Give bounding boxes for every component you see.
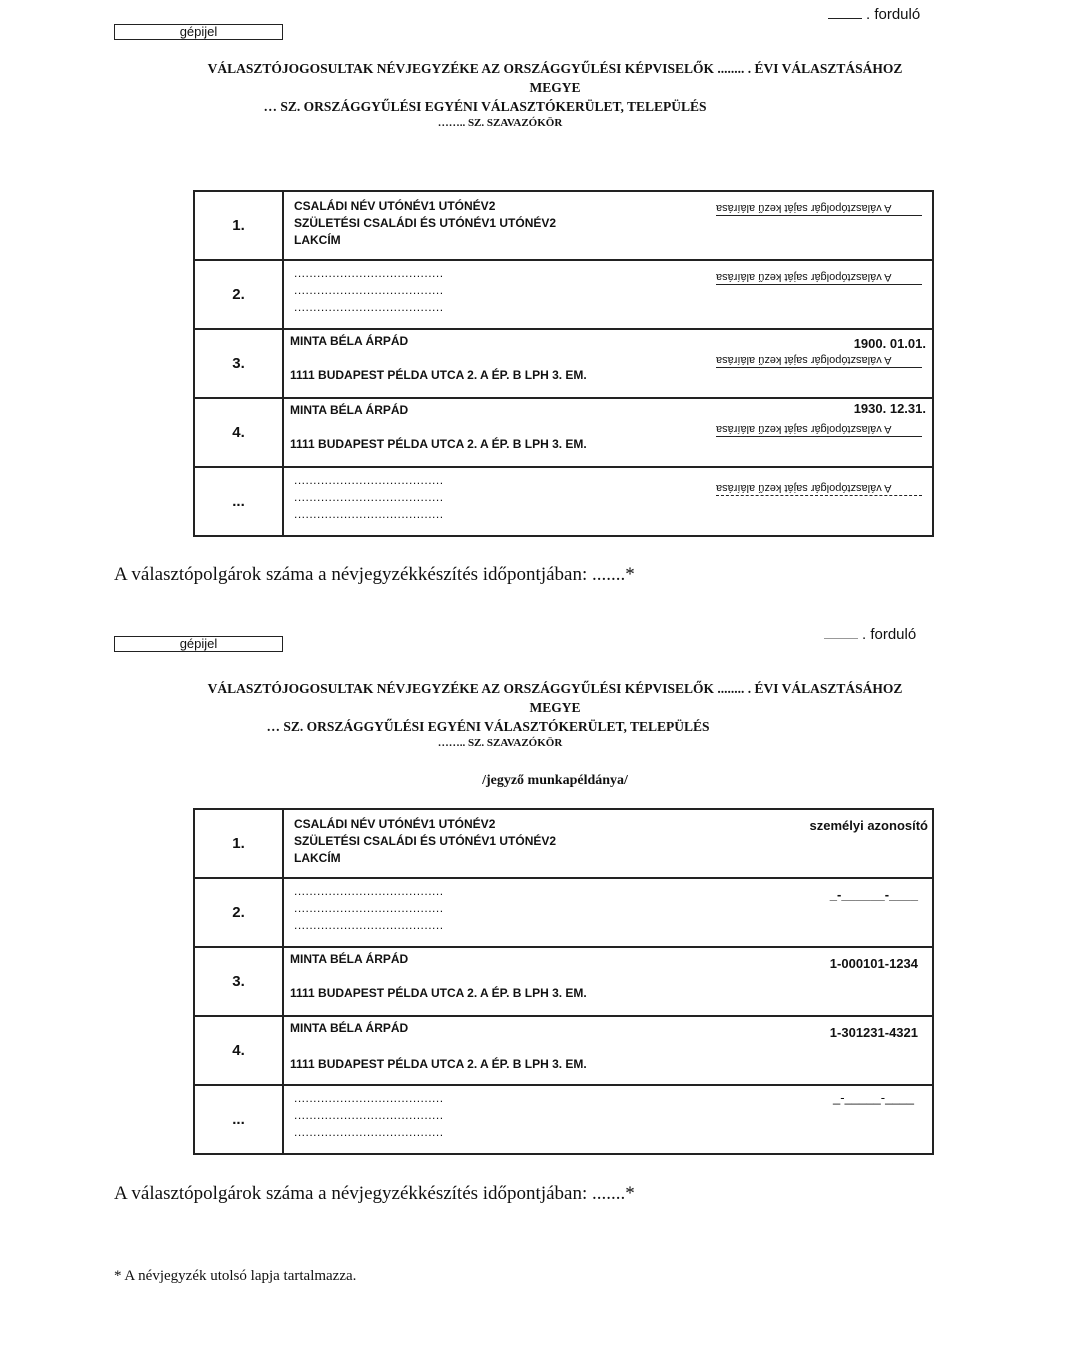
heading-line-3: … SZ. ORSZÁGGYŰLÉSI EGYÉNI VÁLASZTÓKERÜLET, TELEPÜLÉS — [263, 99, 707, 114]
dotted-line: ....................................... — [294, 1091, 444, 1105]
row-number: 2. — [194, 260, 283, 329]
heading-line-2: MEGYE — [529, 80, 581, 95]
row-number: 1. — [194, 191, 283, 260]
blank-entry — [294, 1090, 444, 1141]
dotted-line: ....................................... — [294, 300, 444, 314]
voter-name: MINTA BÉLA ÁRPÁD — [290, 1021, 409, 1035]
stamp-box — [114, 636, 283, 652]
table-row — [194, 398, 933, 467]
dotted-line: ....................................... — [294, 283, 444, 297]
header-name: CSALÁDI NÉV UTÓNÉV1 UTÓNÉV2 — [294, 199, 496, 213]
voter-count-line: A választópolgárok száma a névjegyzékkészítés időpontjában: .......* — [114, 564, 635, 585]
dotted-line: ....................................... — [294, 490, 444, 504]
table-row — [194, 878, 933, 947]
row-number: 4. — [194, 1016, 283, 1085]
heading-line-1: VÁLASZTÓJOGOSULTAK NÉVJEGYZÉKE AZ ORSZÁGGYŰLÉSI KÉPVISELŐK ........ . ÉVI VÁLASZTÁSÁHOZ — [207, 681, 903, 696]
heading-line-1: VÁLASZTÓJOGOSULTAK NÉVJEGYZÉKE AZ ORSZÁGGYŰLÉSI KÉPVISELŐK ........ . ÉVI VÁLASZTÁSÁHOZ — [207, 61, 903, 76]
row-number: 1. — [194, 809, 283, 878]
header-name: CSALÁDI NÉV UTÓNÉV1 UTÓNÉV2 — [294, 817, 496, 831]
dotted-line: ....................................... — [294, 918, 444, 932]
birth-date: 1900. 01.01. — [853, 336, 926, 351]
header-birth-name: SZÜLETÉSI CSALÁDI ÉS UTÓNÉV1 UTÓNÉV2 — [294, 216, 557, 230]
voter-address: 1111 BUDAPEST PÉLDA UTCA 2. A ÉP. B LPH 3. EM. — [290, 368, 587, 382]
table-row — [194, 1085, 933, 1154]
round-label — [824, 626, 916, 643]
dotted-line: ....................................... — [294, 901, 444, 915]
copy-subtitle: /jegyző munkapéldánya/ — [482, 773, 628, 788]
row-number: ... — [194, 467, 283, 536]
table-row — [194, 191, 933, 260]
table-row — [194, 260, 933, 329]
dotted-line: ....................................... — [294, 507, 444, 521]
voter-register-table-notary-copy — [193, 808, 934, 1155]
footnote: * A névjegyzék utolsó lapja tartalmazza. — [114, 1268, 357, 1284]
dotted-line: ....................................... — [294, 473, 444, 487]
row-number: 3. — [194, 329, 283, 398]
heading-line-4: …….. SZ. SZAVAZÓKÖR — [437, 737, 563, 749]
column-headers — [294, 198, 556, 249]
birth-date: 1930. 12.31. — [853, 401, 926, 416]
row-number: ... — [194, 1085, 283, 1154]
heading-line-3: … SZ. ORSZÁGGYŰLÉSI EGYÉNI VÁLASZTÓKERÜLET, TELEPÜLÉS — [266, 719, 710, 734]
blank-entry — [294, 265, 444, 316]
voter-address: 1111 BUDAPEST PÉLDA UTCA 2. A ÉP. B LPH 3. EM. — [290, 437, 587, 451]
voter-name: MINTA BÉLA ÁRPÁD — [290, 952, 409, 966]
dotted-line: ....................................... — [294, 266, 444, 280]
personal-id-blank: _-______-____ — [829, 887, 918, 902]
personal-id: 1-301231-4321 — [829, 1025, 918, 1040]
blank-entry — [294, 472, 444, 523]
row-number: 2. — [194, 878, 283, 947]
heading-line-4: …….. SZ. SZAVAZÓKÖR — [437, 117, 563, 129]
signature-line: A választópolgár saját kezű aláírása — [716, 271, 922, 285]
header-birth-name: SZÜLETÉSI CSALÁDI ÉS UTÓNÉV1 UTÓNÉV2 — [294, 834, 557, 848]
voter-address: 1111 BUDAPEST PÉLDA UTCA 2. A ÉP. B LPH 3. EM. — [290, 986, 587, 1000]
register-heading — [180, 679, 930, 750]
round-blank — [824, 638, 858, 639]
row-number: 3. — [194, 947, 283, 1016]
column-headers — [294, 816, 556, 867]
signature-line: A választópolgár saját kezű aláírása — [716, 354, 922, 368]
blank-entry — [294, 883, 444, 934]
header-address: LAKCÍM — [294, 851, 341, 865]
stamp-label: gépijel — [179, 636, 218, 651]
heading-line-2: MEGYE — [529, 700, 581, 715]
round-label — [828, 6, 920, 23]
round-blank — [828, 18, 862, 19]
header-personal-id: személyi azonosító — [809, 818, 928, 833]
stamp-box — [114, 24, 283, 40]
dotted-line: ....................................... — [294, 1108, 444, 1122]
table-row — [194, 947, 933, 1016]
table-row — [194, 467, 933, 536]
register-heading — [180, 59, 930, 130]
signature-line: A választópolgár saját kezű aláírása — [716, 423, 922, 437]
signature-line: A választópolgár saját kezű aláírása — [716, 202, 922, 216]
stamp-label: gépijel — [179, 24, 218, 39]
voter-name: MINTA BÉLA ÁRPÁD — [290, 334, 409, 348]
round-text: . forduló — [866, 6, 921, 23]
signature-line: A választópolgár saját kezű aláírása — [716, 482, 922, 496]
voter-name: MINTA BÉLA ÁRPÁD — [290, 403, 409, 417]
personal-id-blank: _-_____-____ — [833, 1090, 914, 1105]
table-row — [194, 329, 933, 398]
header-address: LAKCÍM — [294, 233, 341, 247]
personal-id: 1-000101-1234 — [829, 956, 918, 971]
voter-count-line: A választópolgárok száma a névjegyzékkészítés időpontjában: .......* — [114, 1183, 635, 1204]
voter-register-table — [193, 190, 934, 537]
dotted-line: ....................................... — [294, 884, 444, 898]
table-row — [194, 1016, 933, 1085]
dotted-line: ....................................... — [294, 1125, 444, 1139]
row-number: 4. — [194, 398, 283, 467]
voter-address: 1111 BUDAPEST PÉLDA UTCA 2. A ÉP. B LPH 3. EM. — [290, 1057, 587, 1071]
round-text: . forduló — [862, 626, 917, 643]
table-row — [194, 809, 933, 878]
